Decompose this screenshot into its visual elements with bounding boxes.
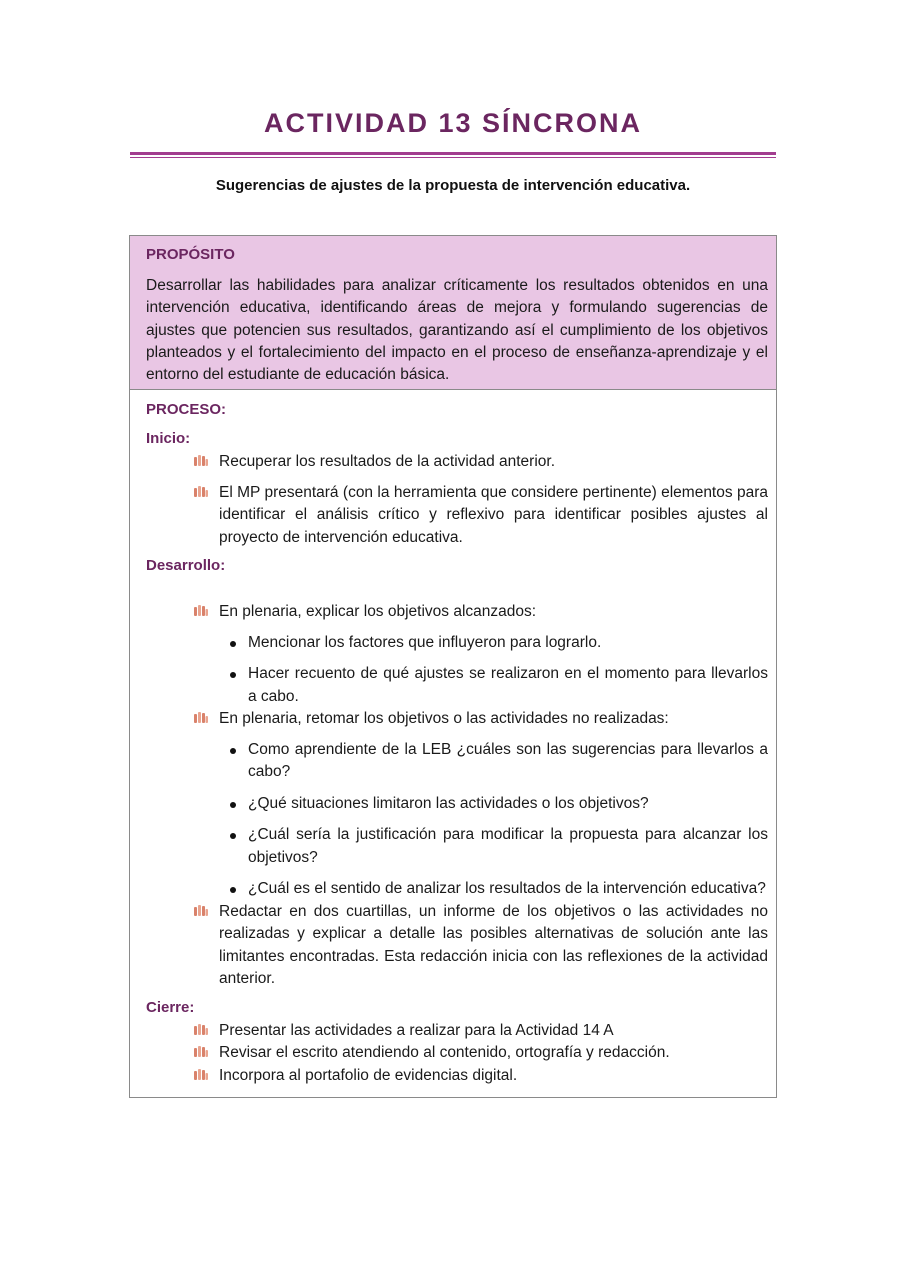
desarrollo-item-text: En plenaria, explicar los objetivos alcanzados: [219,603,537,621]
desarrollo-subitem [146,663,768,708]
proceso-section [130,390,776,1097]
desarrollo-subitem-text: Hacer recuento de qué ajustes se realizaron en el momento para llevarlos a cabo. [248,665,768,705]
title-rule-thin [130,157,776,158]
dot-bullet [230,887,236,893]
hands-bullet-icon [193,903,209,919]
proceso-heading: PROCESO: [146,401,227,419]
document-subtitle: Sugerencias de ajustes de la propuesta de intervención educativa. [215,177,691,194]
desarrollo-subitem-text: ¿Cuál sería la justificación para modificar la propuesta para alcanzar los objetivos? [248,826,768,866]
desarrollo-subitem [146,824,768,869]
hands-bullet-icon [193,1022,209,1038]
desarrollo-subitem [146,793,768,816]
document-title: ACTIVIDAD 13 SÍNCRONA [263,108,643,138]
inicio-item-text: Recuperar los resultados de la actividad anterior. [219,453,556,471]
desarrollo-subitem [146,739,768,784]
hands-bullet-icon [193,1067,209,1083]
desarrollo-subitem [146,632,768,655]
dot-bullet [230,748,236,754]
proposito-section [130,236,776,390]
cierre-heading: Cierre: [146,998,195,1016]
cierre-item [146,1042,768,1065]
hands-bullet-icon [193,484,209,500]
desarrollo-item [146,901,768,991]
desarrollo-item [146,708,768,731]
desarrollo-subitem-text: Como aprendiente de la LEB ¿cuáles son las sugerencias para llevarlos a cabo? [248,740,768,781]
desarrollo-item-text: Redactar en dos cuartillas, un informe de los objetivos o las actividades no realizadas y explicar a detalle las posibles alternativas de solución ante las limitantes encontradas. Esta redacción inicia con las reflexiones de la actividad anterior. [219,902,768,988]
desarrollo-item-text: En plenaria, retomar los objetivos o las actividades no realizadas: [219,710,669,728]
cierre-item [146,1065,768,1088]
hands-bullet-icon [193,1044,209,1060]
desarrollo-heading: Desarrollo: [146,557,226,575]
activity-table [129,235,777,1098]
title-rule-thick [130,152,776,155]
desarrollo-subitem-text: ¿Cuál es el sentido de analizar los resultados de la intervención educativa? [248,880,766,898]
cierre-item [146,1020,768,1043]
dot-bullet [230,672,236,678]
desarrollo-subitem-text: Mencionar los factores que influyeron para lograrlo. [248,633,602,651]
inicio-heading: Inicio: [146,430,191,448]
inicio-item [146,451,768,474]
inicio-item [146,482,768,550]
desarrollo-subitem-text: ¿Qué situaciones limitaron las actividades o los objetivos? [248,794,649,812]
hands-bullet-icon [193,710,209,726]
desarrollo-subitem [146,878,768,901]
cierre-item-text: Incorpora al portafolio de evidencias digital. [219,1066,518,1084]
cierre-item-text: Presentar las actividades a realizar para la Actividad 14 A [219,1021,614,1039]
cierre-item-text: Revisar el escrito atendiendo al contenido, ortografía y redacción. [219,1044,670,1062]
proposito-text: Desarrollar las habilidades para analizar críticamente los resultados obtenidos en una intervención educativa, identificando áreas de mejora y formulando sugerencias de ajustes que potencien sus resultados, garantizando así el cumplimiento de los objetivos planteados y el fortalecimiento del impacto en el proceso de enseñanza-aprendizaje y el entorno del estudiante de educación básica. [146,277,768,384]
hands-bullet-icon [193,603,209,619]
dot-bullet [230,641,236,647]
proposito-heading: PROPÓSITO [146,246,235,263]
dot-bullet [230,833,236,839]
dot-bullet [230,802,236,808]
hands-bullet-icon [193,453,209,469]
desarrollo-item [146,601,768,624]
inicio-item-text: El MP presentará (con la herramienta que considere pertinente) elementos para identificar el análisis crítico y reflexivo para identificar posibles ajustes al proyecto de intervención educativa. [219,483,768,546]
